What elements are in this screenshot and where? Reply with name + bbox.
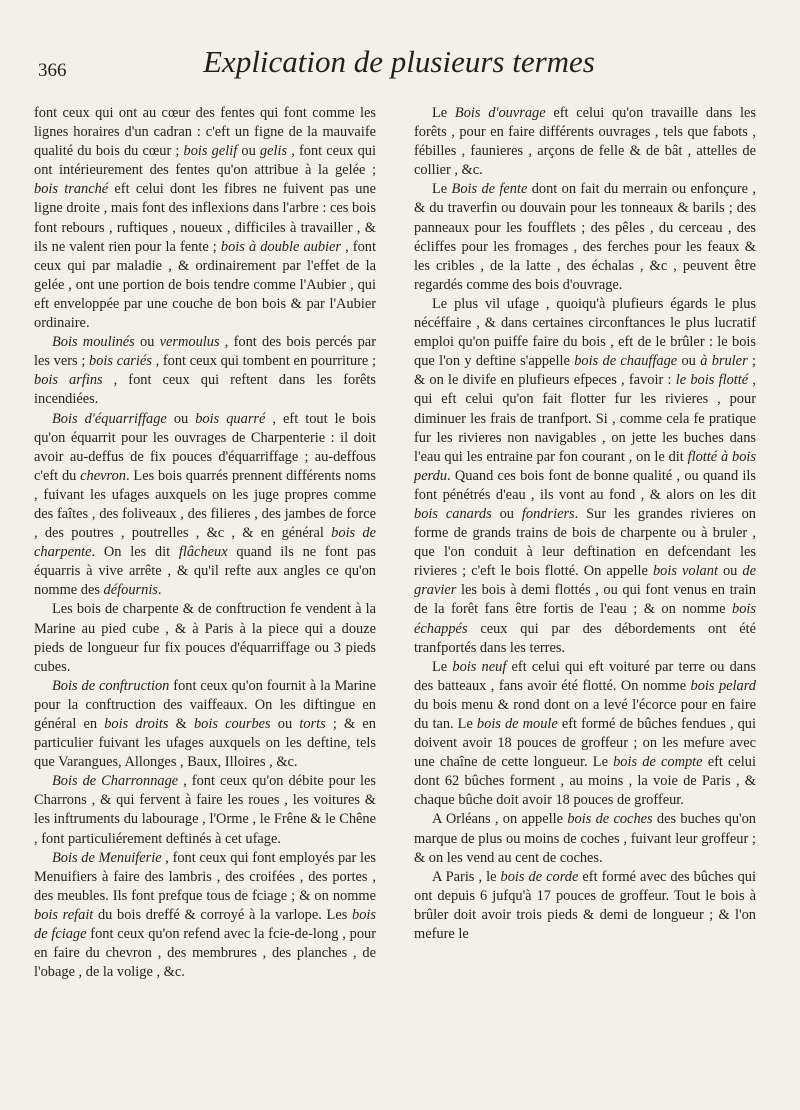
term-italic: flâcheux bbox=[178, 544, 228, 561]
paragraph bbox=[34, 600, 376, 676]
text-run: eft formé de bûches fendues , qui doivent avoir 18 pouces de groffeur ; on les mefure avec une chaîne de cette longueur. Le bbox=[414, 716, 756, 771]
text-run: Les bois de charpente & de conftruction fe vendent à la Marine au pied cube , & à Paris à la piece qui a douze pieds de longueur fur fix pouces d'équarriffage ou 3 pieds cubes. bbox=[34, 601, 376, 675]
text-run: & bbox=[168, 716, 194, 732]
text-run: ou bbox=[270, 716, 300, 732]
term-italic: de gravier bbox=[414, 563, 756, 599]
term-italic: Bois de Menuiferie bbox=[52, 849, 162, 866]
text-run: A Paris , le bbox=[432, 868, 501, 885]
text-run: les bois à demi flottés , ou qui font venus en train de la forêt fans être fortis de l'eau ; & on nomme bbox=[414, 582, 756, 618]
term-italic: bois échappés bbox=[414, 601, 756, 637]
term-italic: chevron bbox=[80, 467, 126, 484]
term-italic: Bois d'ouvrage bbox=[454, 105, 546, 121]
text-run: eft celui dont 62 bûches forment , au moins , la voie de Paris , & chaque bûche doit avoir 18 pouces de groffeur. bbox=[414, 754, 756, 809]
text-run: Le bbox=[432, 105, 455, 121]
term-italic: bois de coches bbox=[567, 811, 653, 828]
text-run: ou bbox=[134, 334, 160, 351]
text-run: font ceux qui ont au cœur des fentes qui font comme les lignes horaires d'un cadran : c'eft un figne de la mauvaife qualité du bois du cœur ; bbox=[34, 105, 376, 160]
term-italic: bois droits bbox=[104, 716, 169, 732]
term-italic: le bois flotté bbox=[675, 372, 749, 389]
term-italic: Bois d'équarriffage bbox=[52, 410, 167, 427]
term-italic: bois volant bbox=[652, 563, 718, 580]
page-number: 366 bbox=[38, 60, 67, 81]
text-run: eft formé avec des bûches qui ont depuis 6 jufqu'à 17 pouces de groffeur. Tout le bois à brûler doit avoir trois pieds & demi de longueur ; & l'on mefure le bbox=[414, 868, 756, 943]
term-italic: bois pelard bbox=[690, 677, 756, 694]
term-italic: Bois moulinés bbox=[52, 334, 135, 351]
text-run: , font des bois percés par les vers ; bbox=[34, 334, 376, 370]
text-run: font ceux qu'on refend avec la fcie-de-long , pour en faire du chevron , des membrures , des planches , de l'obage , de la volige , &c. bbox=[34, 926, 377, 981]
paragraph bbox=[414, 295, 756, 658]
text-run: ; & en particulier fuivant les ufages auxquels on les deftine, tels que Varangues, Allonges , Baux, Illoires , &c. bbox=[34, 716, 376, 771]
term-italic: bois tranché bbox=[34, 181, 109, 198]
text-run: ceux qui par des débordements ont été tranfportés dans les terres. bbox=[414, 620, 756, 656]
text-run: , qui eft celui qu'on fait flotter fur les rivieres , pour diminuer les frais de tranfport. Si , comme cela fe pratique fur les rivieres non navigables , on jette les buches dans l'eau qui les entraine par fon courant , on le dit bbox=[414, 372, 756, 465]
text-run: Le bbox=[432, 181, 452, 198]
term-italic: gelis bbox=[259, 143, 288, 160]
paragraph bbox=[34, 410, 376, 601]
text-run: , font ceux qui ont intérieurement des fentes qu'on attribue à la gelée ; bbox=[34, 143, 376, 179]
text-run: ou bbox=[677, 353, 701, 370]
text-run: eft celui dont les fibres ne fuivent pas une ligne droite , mais font des inflexions dans l'arbre : ces bois font rebours , ruftiques , noueux , difficiles à travailler , & ils ne valent rien pour la fente ; bbox=[34, 181, 377, 255]
term-italic: bois de fciage bbox=[34, 906, 376, 943]
term-italic: fondriers bbox=[521, 505, 575, 522]
term-italic: bois canards bbox=[414, 505, 492, 522]
text-run: Le bbox=[432, 658, 453, 675]
term-italic: bois de moule bbox=[476, 716, 558, 732]
term-italic: bois refait bbox=[34, 906, 94, 923]
term-italic: Bois de fente bbox=[451, 181, 528, 198]
paragraph bbox=[34, 333, 376, 409]
paragraph bbox=[414, 180, 756, 295]
text-run: ou bbox=[491, 505, 522, 522]
term-italic: torts bbox=[299, 716, 326, 732]
term-italic: bois cariés bbox=[89, 353, 152, 370]
text-run: . bbox=[157, 582, 162, 599]
term-italic: Bois de Charronnage bbox=[52, 773, 179, 790]
text-run: font ceux qu'on fournit à la Marine pour la conftruction des vaiffeaux. On les diftingue en général en bbox=[34, 677, 376, 732]
text-run: ou bbox=[237, 143, 260, 160]
left-column bbox=[34, 104, 376, 982]
paragraph bbox=[414, 868, 756, 944]
paragraph bbox=[34, 104, 376, 333]
right-column bbox=[414, 104, 756, 944]
term-italic: bois de compte bbox=[613, 754, 703, 771]
term-italic: flotté à bois perdu bbox=[414, 448, 756, 484]
paragraph bbox=[414, 658, 756, 811]
paragraph bbox=[414, 810, 756, 867]
term-italic: bois de chauffage bbox=[574, 353, 678, 370]
text-run: . Sur les grandes rivieres on forme de grands trains de bois de charpente ou à bruler , que l'on conduit à leur deftination en defcendant les rivieres ; c'eft le bois flotté. On appelle bbox=[414, 505, 756, 580]
running-title: Explication de plusieurs termes bbox=[203, 44, 595, 79]
term-italic: bois à double aubier bbox=[220, 238, 342, 255]
text-run: , font ceux qui font employés par les Menuifiers à faire des lambris , des croifées , des portes , des meubles. Ils font prefque tous de fciage ; & on nomme bbox=[34, 849, 376, 904]
text-run: , font ceux qui reftent dans les forêts incendiées. bbox=[34, 372, 376, 408]
page-header bbox=[38, 44, 760, 84]
text-run: du bois menu & rond dont on a levé l'écorce pour en faire du tan. Le bbox=[414, 696, 756, 732]
text-run: ou bbox=[166, 410, 196, 427]
term-italic: bois arfins bbox=[34, 372, 103, 389]
term-italic: bois quarré bbox=[195, 410, 266, 427]
text-run: . Les bois quarrés prennent différents noms , fuivant les ufages auxquels on les juge propres comme des faîtes , des foliveaux , des filieres , des jambes de force , des poutres , poutrelles , &c , & en général bbox=[34, 467, 376, 542]
text-run: ou bbox=[717, 563, 743, 580]
text-run: A Orléans , on appelle bbox=[432, 811, 568, 828]
text-run: dont on fait du merrain ou enfonçure , & du traverfin ou douvain pour les tonneaux & barils ; des panneaux pour les foufflets ; des pêles , du cerceau , des écliffes pour les fromages , des ferches pour les feaux & les cribles , de la latte , des échalas , &c , peuvent être regardés comme des bois d'ouvrage. bbox=[414, 181, 756, 293]
term-italic: vermoulus bbox=[159, 334, 220, 351]
term-italic: bois de charpente bbox=[34, 525, 376, 561]
term-italic: bois de corde bbox=[500, 868, 579, 885]
term-italic: bois gelif bbox=[183, 143, 238, 160]
text-run: Le plus vil ufage , quoiqu'à plufieurs égards le plus nécéffaire , & dans certaines circonftances le plus lucratif emploi qu'on puiffe faire du bois , eft de le brûler : le bois que l'on y deftine s'appelle bbox=[414, 295, 756, 370]
text-run: , font ceux qui par maladie , & ordinairement par l'effet de la gelée , ont une portion de bois tendre comme l'Aubier , qui eft enveloppée par une couche de bon bois & par l'Aubier ordinaire. bbox=[34, 238, 376, 332]
text-run: eft celui qu'on travaille dans les forêts , pour en faire différents ouvrages , tels que fabots , fébilles , faunieres , arçons de felle & de bât , attelles de collier , &c. bbox=[414, 105, 756, 179]
paragraph bbox=[34, 772, 376, 848]
term-italic: à bruler bbox=[700, 353, 748, 370]
text-run: , eft tout le bois qu'on équarrit pour les ouvrages de Charpenterie : il doit avoir au-deffus de fix pouces d'équarriffage ; au-deffous c'eft du bbox=[34, 410, 377, 484]
text-run: du bois dreffé & corroyé à la varlope. Les bbox=[93, 906, 352, 923]
text-run: . On les dit bbox=[91, 544, 179, 561]
text-run: eft celui qui eft voituré par terre ou dans des batteaux , fans avoir été flotté. On nomme bbox=[414, 658, 756, 694]
term-italic: défournis bbox=[103, 582, 158, 599]
term-italic: bois courbes bbox=[193, 716, 271, 732]
text-run: quand ils ne font pas équarris à vive arrête , & qu'il refte aux angles ce qu'on nomme des bbox=[34, 544, 376, 599]
paragraph bbox=[414, 104, 756, 180]
text-run: , font ceux qui tombent en pourriture ; bbox=[151, 353, 376, 370]
text-run: des buches qu'on marque de plus ou moins de coches , fuivant leur groffeur ; & on les vend au cent de coches. bbox=[414, 811, 756, 866]
text-run: . Quand ces bois font de bonne qualité , ou quand ils font pénétrés d'eau , ils vont au fond , & alors on les dit bbox=[414, 467, 756, 503]
paragraph bbox=[34, 677, 376, 772]
text-run: ; & on le divife en plufieurs efpeces , favoir : bbox=[414, 353, 756, 389]
paragraph bbox=[34, 849, 376, 983]
term-italic: Bois de conftruction bbox=[52, 677, 170, 694]
term-italic: bois neuf bbox=[452, 658, 507, 675]
text-run: , font ceux qu'on débite pour les Charrons , & qui fervent à faire les roues , les voitures & les inftruments du labourage , l'Orme , le Frêne & le Chêne , font particuliérement deftinés à cet ufage. bbox=[34, 773, 376, 847]
